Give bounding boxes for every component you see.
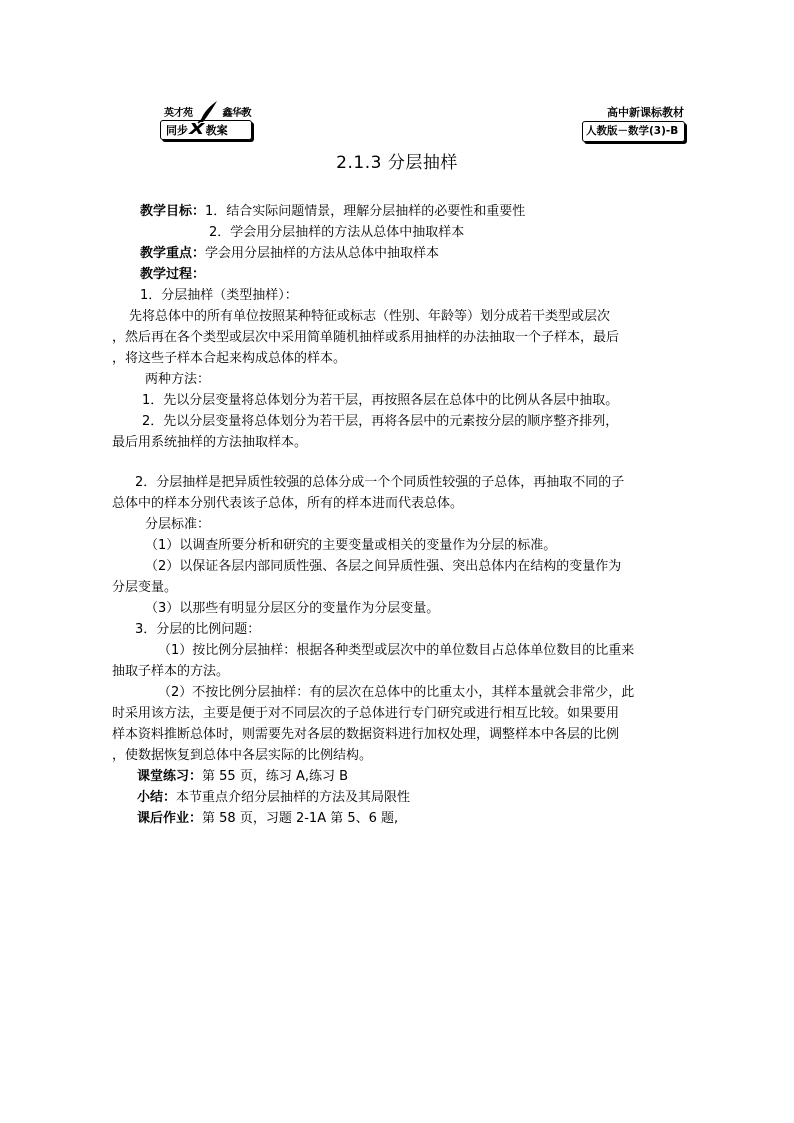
summary-label: 小结： bbox=[137, 790, 177, 805]
section-3-2-line-1: （2）不按比例分层抽样：有的层次在总体中的比重太小，其样本量就会非常少，此 bbox=[158, 685, 635, 700]
section-1-text-1: 先将总体中的所有单位按照某种特征或标志（性别、年龄等）划分成若干类型或层次 bbox=[129, 309, 611, 324]
goal-1: 1．结合实际问题情景，理解分层抽样的必要性和重要性 bbox=[205, 204, 526, 219]
section-3-2-line-3: 样本资料推断总体时，则需要先对各层的数据资料进行加权处理，调整样本中各层的比例 bbox=[112, 727, 620, 742]
goal-label: 教学目标： bbox=[140, 204, 206, 219]
logo-box-x: X bbox=[189, 120, 205, 138]
method-2-line-2: 最后用系统抽样的方法抽取样本。 bbox=[112, 435, 308, 450]
edition-box: 人教版－数学(3)-B bbox=[582, 121, 685, 142]
section-2-line-2: 总体中的样本分别代表该子总体，所有的样本进而代表总体。 bbox=[112, 496, 464, 511]
summary-line bbox=[137, 787, 410, 808]
section-3-2-line-4: ，使数据恢复到总体中各层实际的比例结构。 bbox=[112, 748, 373, 763]
section-1-heading: 1．分层抽样（类型抽样）： bbox=[140, 288, 298, 303]
practice-label: 课堂练习： bbox=[137, 769, 203, 784]
method-1: 1．先以分层变量将总体划分为若干层，再按照各层在总体中的比例从各层中抽取。 bbox=[142, 393, 619, 408]
key-line bbox=[140, 243, 439, 264]
logo-brand-b: 鑫华教 bbox=[222, 108, 251, 119]
practice-line bbox=[137, 766, 348, 787]
logo-box-text-b: 教案 bbox=[205, 124, 228, 137]
method-2-line-1: 2．先以分层变量将总体划分为若干层，再将各层中的元素按分层的顺序整齐排列， bbox=[142, 414, 619, 429]
standard-2-line-2: 分层变量。 bbox=[112, 580, 178, 595]
goal-2: 2．学会用分层抽样的方法从总体中抽取样本 bbox=[209, 225, 465, 240]
header-logo-left bbox=[160, 100, 255, 146]
section-3-1-line-1: （1）按比例分层抽样：根据各种类型或层次中的单位数目占总体单位数目的比重来 bbox=[158, 643, 635, 658]
standard-3: （3）以那些有明显分层区分的变量作为分层变量。 bbox=[145, 601, 440, 616]
process-label: 教学过程： bbox=[140, 267, 206, 282]
homework-line bbox=[137, 808, 398, 829]
page-title: 2.1.3 分层抽样 bbox=[336, 153, 458, 173]
homework-label: 课后作业： bbox=[137, 811, 203, 826]
summary-text: 本节重点介绍分层抽样的方法及其局限性 bbox=[176, 790, 411, 805]
edition-series: 高中新课标教材 bbox=[607, 106, 684, 119]
section-3-2-line-2: 时采用该方法，主要是便于对不同层次的子总体进行专门研究或进行相互比较。如果要用 bbox=[112, 706, 620, 721]
header-edition bbox=[580, 104, 688, 148]
standard-1: （1）以调查所要分析和研究的主要变量或相关的变量作为分层的标准。 bbox=[145, 538, 557, 553]
section-1-text-3: ，将这些子样本合起来构成总体的样本。 bbox=[112, 351, 347, 366]
standard-2-line-1: （2）以保证各层内部同质性强、各层之间异质性强、突出总体内在结构的变量作为 bbox=[145, 559, 622, 574]
section-3-1-line-2: 抽取子样本的方法。 bbox=[112, 664, 230, 679]
homework-text: 第 58 页，习题 2-1A 第 5、6 题, bbox=[202, 811, 399, 826]
goal-line-1 bbox=[140, 201, 525, 222]
key-label: 教学重点： bbox=[140, 246, 206, 261]
standard-heading: 分层标准： bbox=[145, 517, 211, 532]
section-3-heading: 3．分层的比例问题： bbox=[135, 622, 261, 637]
key-text: 学会用分层抽样的方法从总体中抽取样本 bbox=[205, 246, 440, 261]
logo-box bbox=[160, 120, 252, 140]
section-1-text-2: ，然后再在各个类型或层次中采用简单随机抽样或系用抽样的办法抽取一个子样本，最后 bbox=[112, 330, 620, 345]
methods-heading: 两种方法： bbox=[145, 372, 211, 387]
logo-box-text-a: 同步 bbox=[166, 124, 188, 137]
logo-brand-a: 英才苑 bbox=[164, 108, 193, 119]
practice-text: 第 55 页，练习 A,练习 B bbox=[202, 769, 349, 784]
section-2-line-1: 2．分层抽样是把异质性较强的总体分成一个个同质性较强的子总体，再抽取不同的子 bbox=[135, 475, 625, 490]
